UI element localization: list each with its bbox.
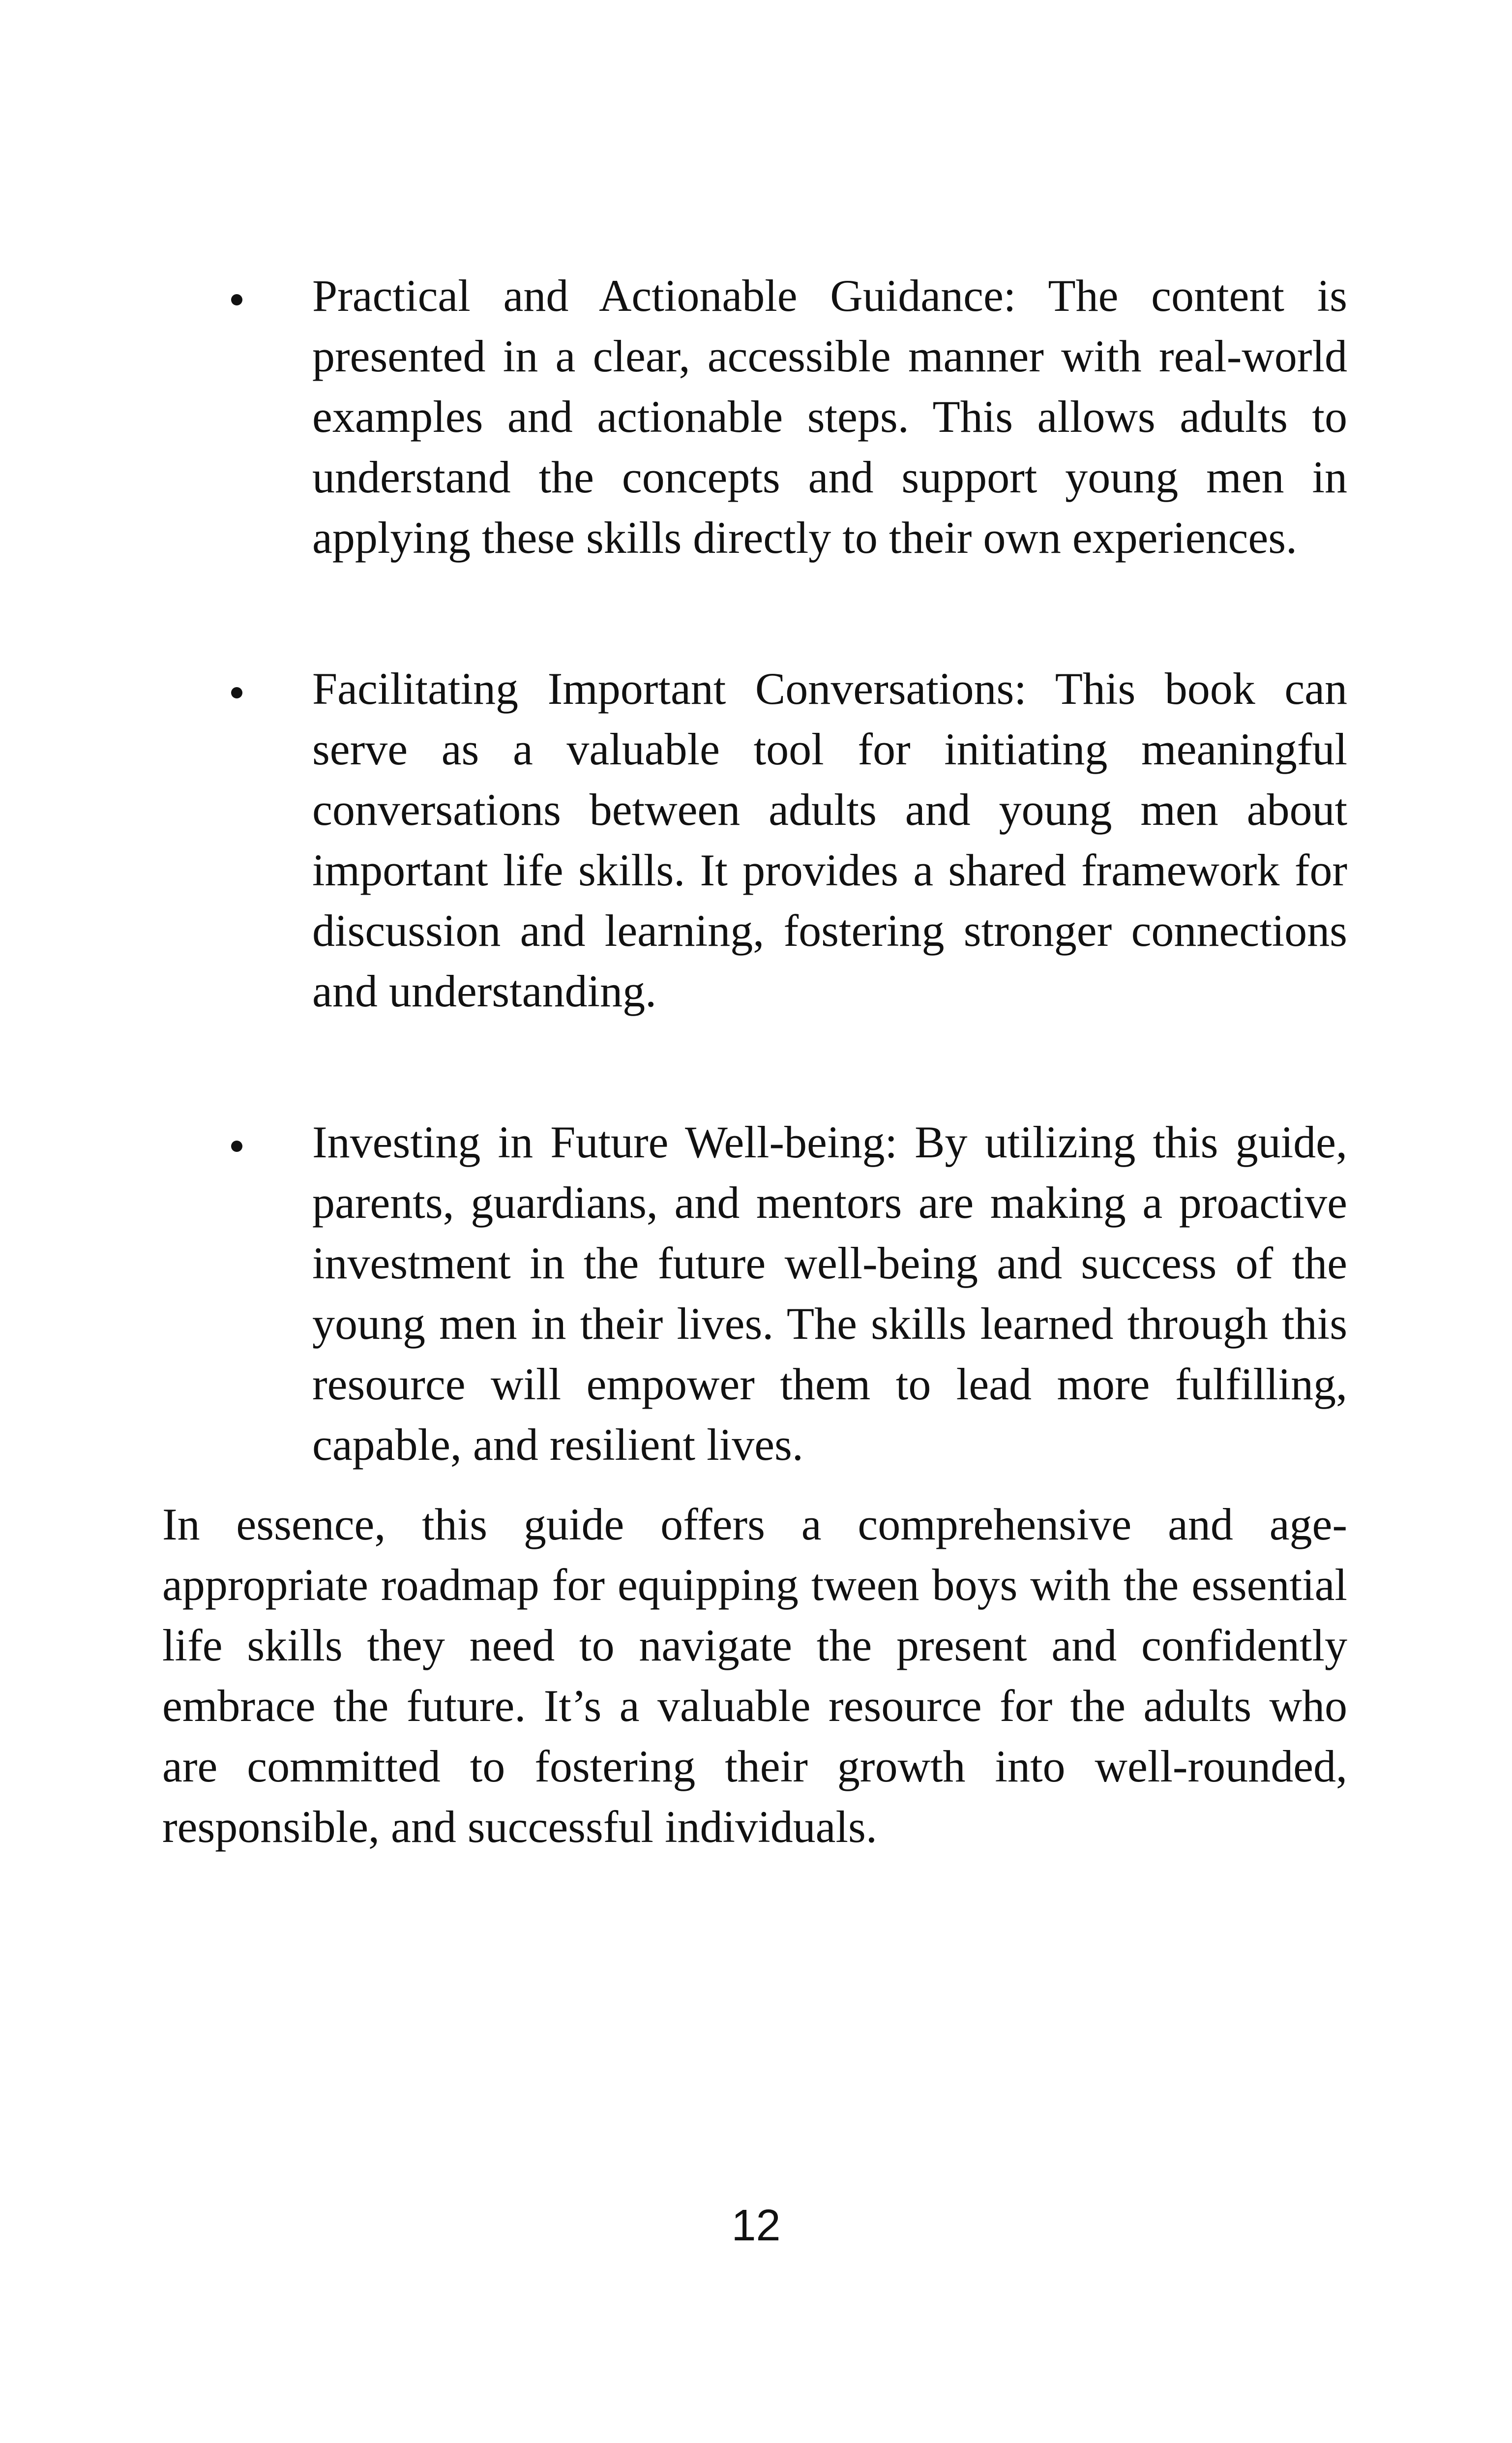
bullet-item-practical-guidance [0, 266, 1512, 568]
page-number: 12 [731, 2201, 781, 2250]
bullet-list [0, 266, 1512, 1566]
bullet-item-important-conversations [0, 659, 1512, 1022]
bullet-item-future-well-being [0, 1112, 1512, 1475]
bullet-text: Facilitating Important Conversations: This book can serve as a valuable tool for initiating meaningful conversations between adults and young men about important life skills. It provides a shared framework for discussion and learning, fostering stronger connections and understanding. [312, 664, 1347, 1016]
bullet-point-icon [231, 1141, 242, 1152]
bullet-point-icon [231, 687, 242, 698]
bullet-point-icon [231, 294, 242, 305]
bullet-text: Investing in Future Well-being: By utilizing this guide, parents, guardians, and mentors are making a proactive investment in the future well-being and success of the young men in their lives. The skills learned through this resource will empower them to lead more fulfilling, capable, and resilient lives. [312, 1117, 1347, 1470]
summary-paragraph: In essence, this guide offers a comprehensive and age-appropriate roadmap for equipping tween boys with the essential life skills they need to navigate the present and confidently embrace the future. It’s a valuable resource for the adults who are committed to fostering their growth into well-rounded, responsible, and successful individuals. [162, 1499, 1347, 1852]
bullet-text: Practical and Actionable Guidance: The content is presented in a clear, accessible manner with real-world examples and actionable steps. This allows adults to understand the concepts and support young men in applying these skills directly to their own experiences. [312, 271, 1347, 563]
